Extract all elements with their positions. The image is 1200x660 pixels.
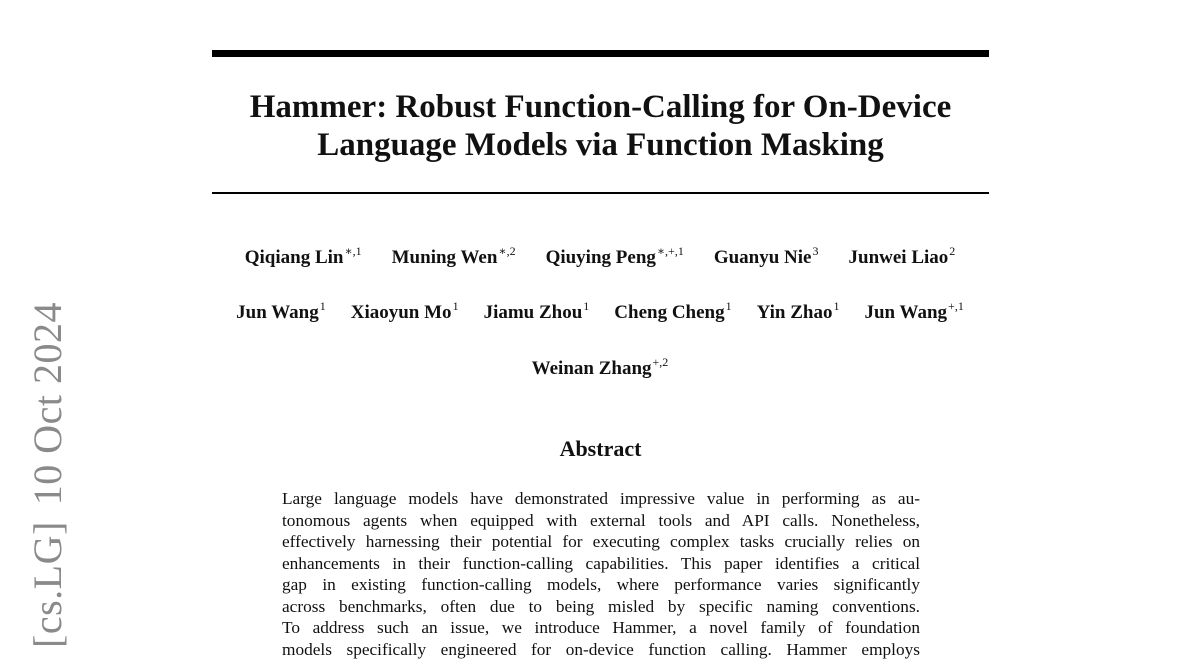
author: Junwei Liao$^2$ bbox=[849, 246, 956, 270]
author: Cheng Cheng$^1$ bbox=[614, 301, 731, 325]
author: Xiaoyun Mo$^1$ bbox=[351, 301, 459, 325]
abstract-body bbox=[282, 488, 920, 660]
author: Qiuying Peng$^{∗,+,1}$ bbox=[546, 246, 684, 270]
abstract-line: To address such an issue, we introduce Hammer, a novel family of foundation bbox=[282, 617, 920, 639]
arxiv-category: [cs.LG] bbox=[25, 521, 70, 648]
author: Jiamu Zhou$^1$ bbox=[484, 301, 590, 325]
abstract-heading: Abstract bbox=[212, 435, 989, 463]
paper-title-line-1: Hammer: Robust Function-Calling for On-Device bbox=[212, 88, 989, 126]
author: Jun Wang$^1$ bbox=[236, 301, 326, 325]
abstract-line: across benchmarks, often due to being misled by specific naming conventions. bbox=[282, 596, 920, 618]
abstract-line: gap in existing function-calling models, where performance varies significantly bbox=[282, 574, 920, 596]
author: Yin Zhao$^1$ bbox=[757, 301, 840, 325]
arxiv-date: 10 Oct 2024 bbox=[25, 302, 70, 505]
author: Weinan Zhang$^{+,2}$ bbox=[532, 357, 669, 381]
author: Muning Wen$^{∗,2}$ bbox=[392, 246, 516, 270]
author-row-2 bbox=[150, 301, 1050, 325]
abstract-line: effectively harnessing their potential for executing complex tasks crucially relies on bbox=[282, 531, 920, 553]
author: Qiqiang Lin$^{∗,1}$ bbox=[245, 246, 362, 270]
author-row-3 bbox=[150, 357, 1050, 381]
arxiv-identifier-stamp bbox=[28, 302, 68, 648]
author: Guanyu Nie$^3$ bbox=[714, 246, 819, 270]
abstract-line: Large language models have demonstrated impressive value in performing as au- bbox=[282, 488, 920, 510]
paper-title-line-2: Language Models via Function Masking bbox=[212, 126, 989, 164]
author: Jun Wang$^{+,1}$ bbox=[864, 301, 963, 325]
abstract-line: models specifically engineered for on-device function calling. Hammer employs bbox=[282, 639, 920, 660]
author-row-1 bbox=[150, 246, 1050, 270]
paper-title bbox=[212, 88, 989, 164]
abstract-line: enhancements in their function-calling capabilities. This paper identifies a critical bbox=[282, 553, 920, 575]
title-bottom-rule bbox=[212, 192, 989, 194]
title-top-rule bbox=[212, 50, 989, 57]
abstract-line: tonomous agents when equipped with external tools and API calls. Nonetheless, bbox=[282, 510, 920, 532]
